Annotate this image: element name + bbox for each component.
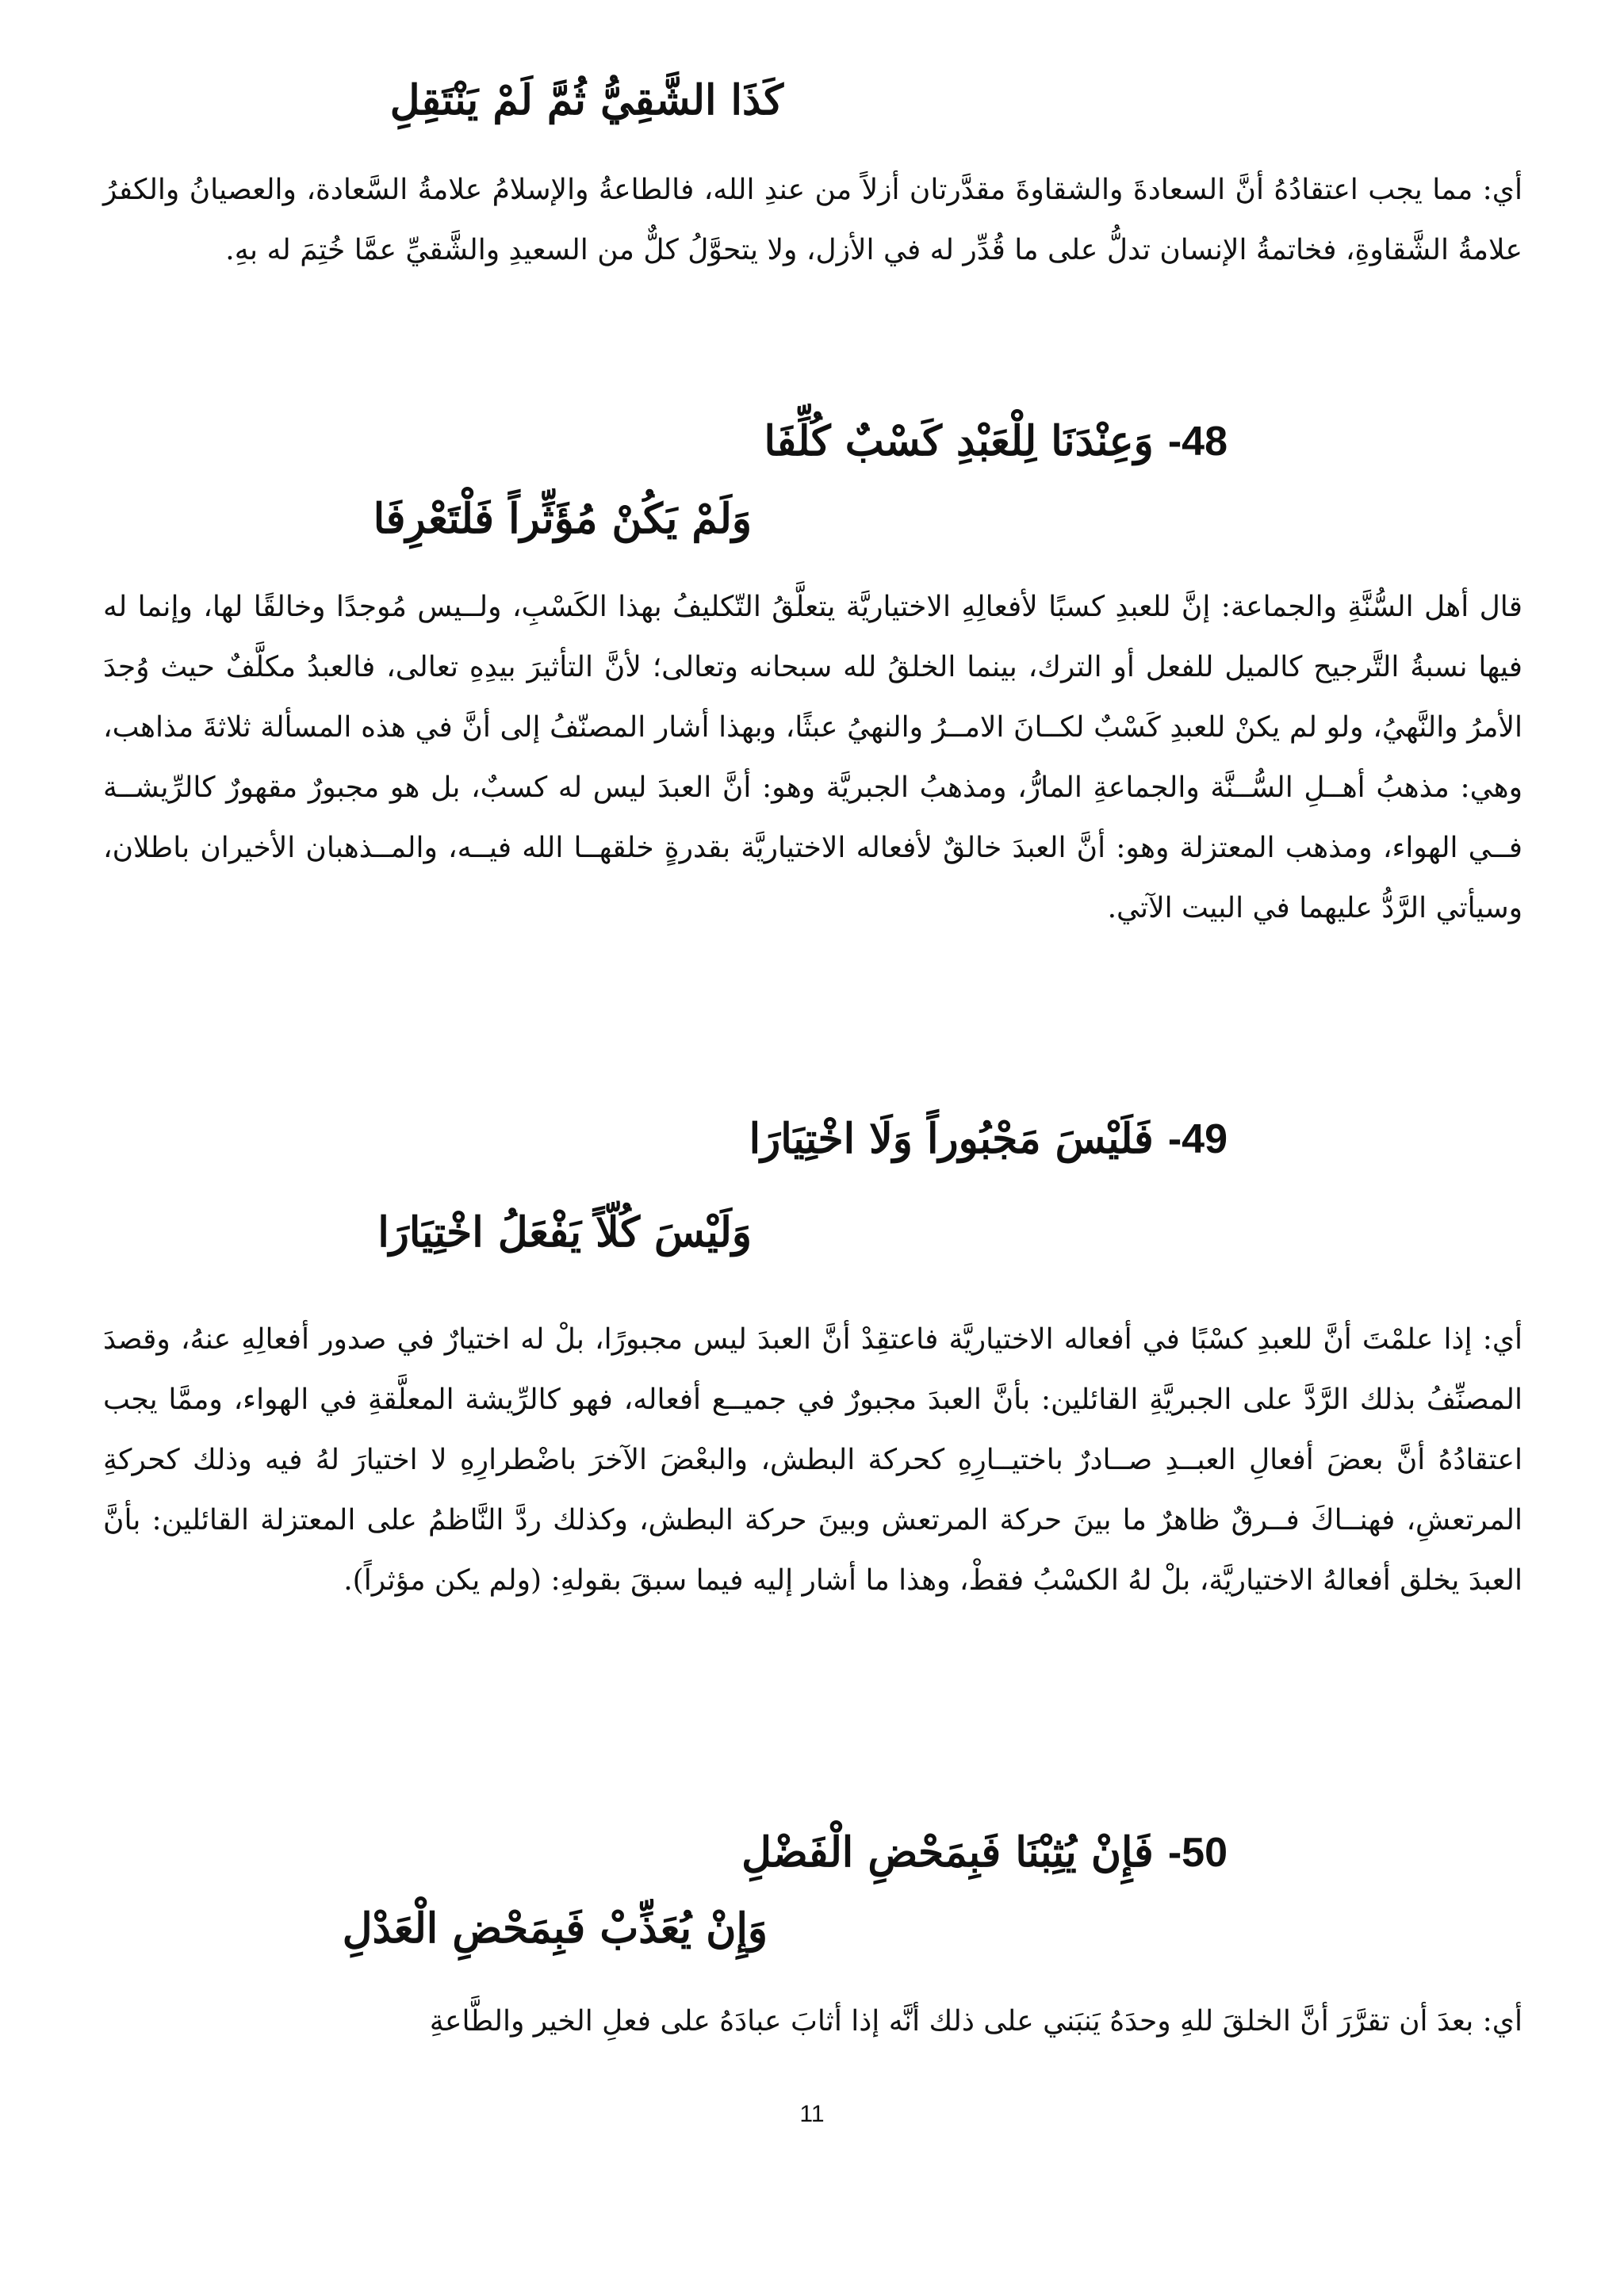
page-number: 11 <box>799 2101 825 2127</box>
commentary-49: أي: إذا علمْتَ أنَّ للعبدِ كسْبًا في أفعاله الاختياريَّة فاعتقِدْ أنَّ العبدَ ليس مجبورًا، بلْ له اختيارٌ في صدور أفعالِهِ عنهُ، وقصدَ المصنِّفُ بذلك الرَّدَّ على الجبريَّةِ القائلين: بأنَّ العبدَ مجبورٌ في جميــع أفعاله، فهو كالرِّيشة المعلَّقةِ في الهواء، وممَّا يجب اعتقادُهُ أنَّ بعضَ أفعالِ العبــدِ صــادرٌ باختيــارِهِ كحركة البطش، والبعْضَ الآخرَ باضْطرارِهِ لا اختيارَ لهُ فيه وذلك كحركةِ المرتعشِ، فهنــاكَ فــرقٌ ظاهرٌ ما بينَ حركة المرتعش وبينَ حركة البطش، وكذلك ردَّ النَّاظمُ على المعتزلة القائلين: بأنَّ العبدَ يخلق أفعالهُ الاختياريَّة، بلْ لهُ الكسْبُ فقطْ، وهذا ما أشار إليه فيما سبقَ بقولهِ: (ولم يكن مؤثراً). <box>103 1323 1522 1597</box>
verse-49-number: 49- <box>1167 1116 1228 1162</box>
verse-50-number: 50- <box>1167 1830 1228 1876</box>
verse-48-first-hemistich <box>764 414 1228 469</box>
verse-48-first-text: وَعِنْدَنَا لِلْعَبْدِ كَسْبٌ كُلِّفَا <box>764 417 1154 465</box>
commentary-47: أي: مما يجب اعتقادُهُ أنَّ السعادةَ والشقاوةَ مقدَّرتان أزلاً من عندِ الله، فالطاعةُ والإسلامُ علامةُ السَّعادة، والعصيانُ والكفرُ علامةُ الشَّقاوةِ، فخاتمةُ الإنسان تدلُّ على ما قُدِّر له في الأزل، ولا يتحوَّلُ كلٌّ من السعيدِ والشَّقيِّ عمَّا خُتِمَ له بهِ. <box>103 174 1522 266</box>
verse-50-first-hemistich <box>741 1825 1228 1881</box>
commentary-48: قال أهل السُّنَّةِ والجماعة: إنَّ للعبدِ كسبًا لأفعالِهِ الاختياريَّة يتعلَّقُ التّكليفُ بهذا الكَسْبِ، ولــيس مُوجدًا وخالقًا لها، وإنما له فيها نسبةُ التَّرجيح كالميل للفعل أو الترك، بينما الخلقُ لله سبحانه وتعالى؛ لأنَّ التأثيرَ بيدِهِ تعالى، فالعبدُ مكلَّفٌ حيث وُجدَ الأمرُ والنَّهيُ، ولو لم يكنْ للعبدِ كَسْبٌ لكــانَ الامــرُ والنهيُ عبثًا، وبهذا أشار المصنّفُ إلى أنَّ في هذه المسألة ثلاثةَ مذاهب، وهي: مذهبُ أهــلِ السُّــنَّة والجماعةِ المارُّ، ومذهبُ الجبريَّة وهو: أنَّ العبدَ ليس له كسبٌ، بل هو مجبورٌ مقهورٌ كالرِّيشــة فــي الهواء، ومذهب المعتزلة وهو: أنَّ العبدَ خالقٌ لأفعاله الاختياريَّة بقدرةٍ خلقهــا الله فيــه، والمــذهبان الأخيران باطلان، وسيأتي الرَّدُّ عليهما في البيت الآتي. <box>103 591 1522 924</box>
verse-49-first-text: فَلَيْسَ مَجْبُوراً وَلَا اخْتِيَارَا <box>749 1115 1154 1163</box>
commentary-50: أي: بعدَ أن تقرَّرَ أنَّ الخلقَ للهِ وحدَهُ يَنبَني على ذلك أنَّه إذا أثابَ عبادَهُ على فعلِ الخير والطَّاعةِ <box>429 2005 1522 2038</box>
verse-50-second-hemistich: وَإِنْ يُعَذِّبْ فَبِمَحْضِ الْعَدْلِ <box>342 1904 768 1953</box>
verse-47-second-hemistich: كَذَا الشَّقِيُّ ثُمَّ لَمْ يَنْتَقِلِ <box>389 76 783 124</box>
verse-48-second-hemistich: وَلَمْ يَكُنْ مُؤَثِّراً فَلْتَعْرِفَا <box>373 495 752 543</box>
verse-48-number: 48- <box>1167 419 1228 465</box>
verse-49-first-hemistich <box>749 1112 1228 1167</box>
verse-50-first-text: فَإِنْ يُثِبْنَا فَبِمَحْضِ الْفَضْلِ <box>741 1828 1154 1877</box>
verse-49-second-hemistich: وَلَيْسَ كُلّاً يَفْعَلُ اخْتِيَارَا <box>377 1208 752 1257</box>
